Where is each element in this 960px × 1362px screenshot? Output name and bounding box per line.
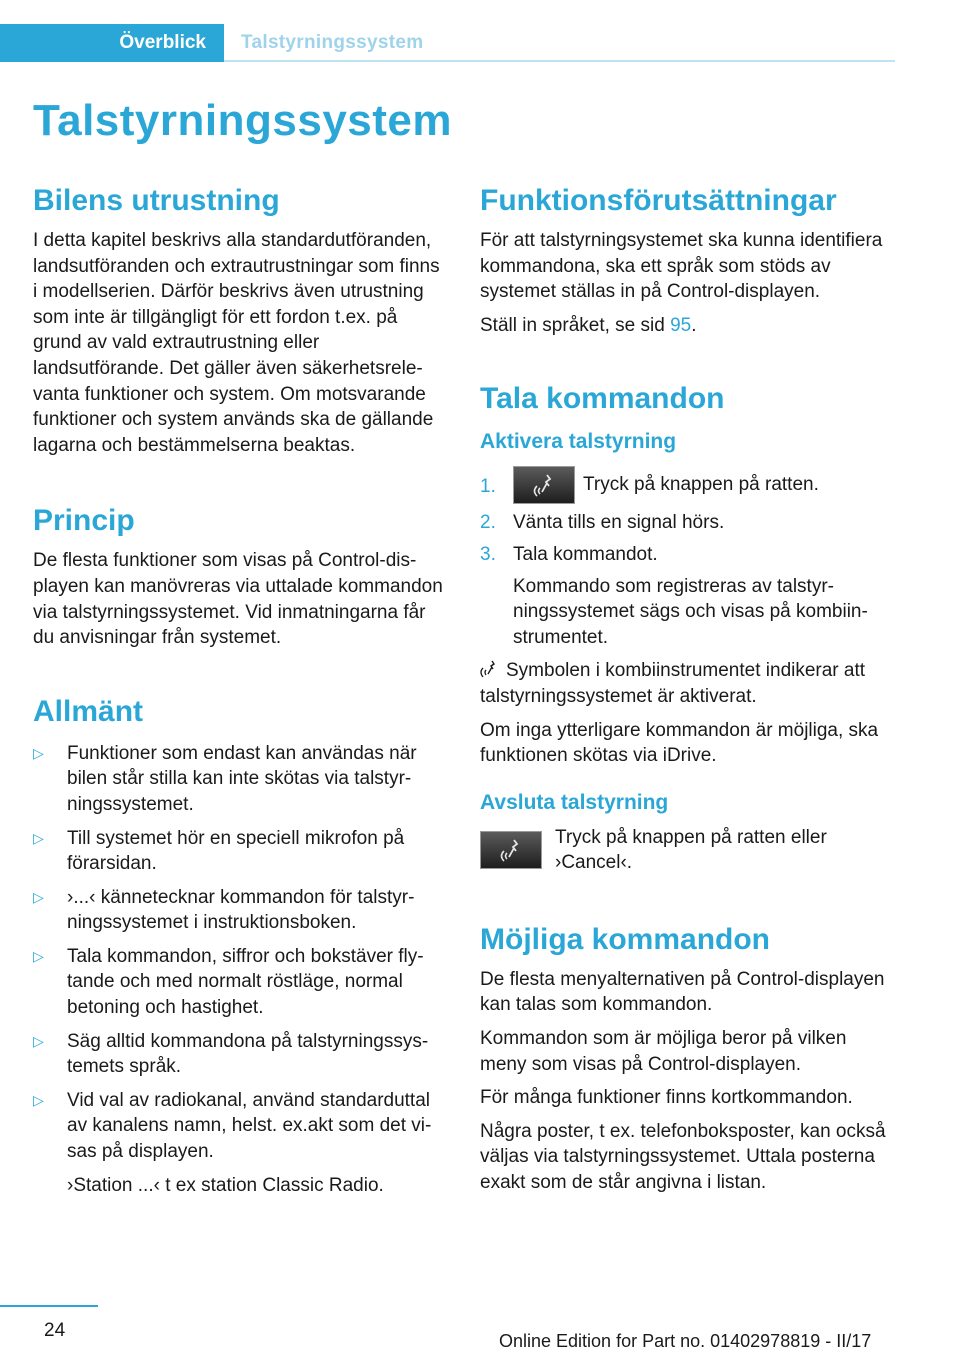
list-item <box>33 944 447 1021</box>
end-text: Tryck på knappen på ratten eller ›Cancel‹. <box>555 826 827 874</box>
heading-general: Allmänt <box>33 694 144 728</box>
language-ref-suffix: . <box>691 314 697 336</box>
list-item <box>480 510 898 536</box>
paragraph-language-ref <box>480 313 898 339</box>
heading-principle: Princip <box>33 504 135 538</box>
step-number: 1. <box>480 476 496 498</box>
page-link-95[interactable]: 95 <box>670 314 692 336</box>
page-number: 24 <box>44 1320 66 1341</box>
list-item <box>33 826 447 877</box>
paragraph-vehicle-equipment: I detta kapitel beskrivs alla standardutföranden, landsutföranden och extrautrustningar som finns i modellserien. Därför beskrivs även utrustning som inte är tillgängligt för ett fordon t.ex. på grund av vald extrautrustning eller landsutförande. Det gäller även säkerhetsrelevanta funktioner och system. Om motsvarande funktioner och system används ska de gällande lagarna och bestämmelserna beaktas. <box>33 230 440 456</box>
paragraph-commands-2: Kommandon som är möjliga beror på vilken meny som visas på Control-displayen. <box>480 1027 847 1075</box>
heading-vehicle-equipment: Bilens utrustning <box>33 184 280 217</box>
list-item <box>33 885 447 936</box>
list-item-text: Vid val av radiokanal, använd standarduttal av kanalens namn, helst. ex.akt som det visas på displayen. <box>67 1089 432 1163</box>
voice-symbol-icon <box>480 659 502 679</box>
right-column <box>480 184 898 1195</box>
tab-overview[interactable]: Överblick <box>0 24 224 62</box>
paragraph-idrive: Om inga ytterligare kommandon är möjliga, ska funktionen skötas via iDrive. <box>480 719 879 767</box>
list-item <box>33 1029 447 1080</box>
tab-voice-control[interactable]: Talstyrningssystem <box>241 32 424 53</box>
symbol-text: Symbolen i kombiinstrumentet indikerar att talstyrningssystemet är aktiverat. <box>480 660 866 707</box>
step-number: 3. <box>480 543 496 565</box>
language-ref-prefix: Ställ in språket, se sid <box>480 314 671 336</box>
heading-requirements: Funktionsförutsättningar <box>480 184 837 217</box>
list-item-text: Funktioner som endast kan användas när bilen står stilla kan inte skötas via talstyrningssystemet. <box>67 742 417 815</box>
list-item-text: Säg alltid kommandona på talstyrningssystemets språk. <box>67 1030 429 1078</box>
step-text: Tala kommandot. <box>513 543 658 565</box>
voice-button-icon <box>513 466 575 504</box>
list-item <box>33 1088 447 1198</box>
subheading-activate: Aktivera talstyrning <box>480 430 677 454</box>
voice-button-icon <box>480 831 542 869</box>
list-item <box>480 466 898 504</box>
page-title: Talstyrningssystem <box>33 96 453 145</box>
left-column <box>33 184 447 1198</box>
list-item <box>33 741 447 818</box>
triangle-bullet-icon: ▷ <box>33 744 44 761</box>
step-number: 2. <box>480 512 496 534</box>
triangle-bullet-icon: ▷ <box>33 947 44 964</box>
paragraph-commands-1: De flesta menyalternativen på Control-displayen kan talas som kommandon. <box>480 968 885 1016</box>
edition-note: Online Edition for Part no. 01402978819 - II/17 <box>499 1331 872 1351</box>
step-extra: Kommando som registreras av talstyrningssystemet sägs och visas på kombiinstrumentet. <box>513 575 868 648</box>
header-rule <box>224 60 895 62</box>
subheading-end: Avsluta talstyrning <box>480 790 669 814</box>
list-item <box>480 542 898 650</box>
header-tabbar <box>0 24 895 62</box>
footer-rule <box>0 1305 98 1307</box>
end-row <box>480 825 898 877</box>
paragraph-symbol <box>480 658 898 709</box>
list-item-text: ›...‹ kännetecknar kommandon för talstyrningssystemet i instruktionsboken. <box>67 886 415 934</box>
triangle-bullet-icon: ▷ <box>33 1091 44 1108</box>
paragraph-commands-3: För många funktioner finns kortkommandon. <box>480 1087 853 1109</box>
triangle-bullet-icon: ▷ <box>33 888 44 905</box>
paragraph-principle: De flesta funktioner som visas på Control-displayen kan manövreras via uttalade kommandon via talstyrningssystemet. Vid inmatningarna får du anvisningar från systemet. <box>33 550 443 649</box>
list-item-extra: ›Station ...‹ t ex station Classic Radio. <box>67 1174 384 1196</box>
paragraph-requirements: För att talstyrningsystemet ska kunna identifiera kommandona, ska ett språk som stöds av systemet ställas in på Control-displayen. <box>480 230 883 303</box>
list-item-text: Tala kommandon, siffror och bokstäver flytande och med normalt röstläge, normal betoning och hastighet. <box>67 945 424 1019</box>
list-item-text: Till systemet hör en speciell mikrofon på förarsidan. <box>67 827 405 875</box>
heading-possible-commands: Möjliga kommandon <box>480 922 771 956</box>
step-text: Vänta tills en signal hörs. <box>513 512 725 534</box>
triangle-bullet-icon: ▷ <box>33 1032 44 1049</box>
triangle-bullet-icon: ▷ <box>33 829 44 846</box>
heading-speak-commands: Tala kommandon <box>480 382 725 416</box>
step-text: Tryck på knappen på ratten. <box>583 474 819 496</box>
paragraph-commands-4: Några poster, t ex. telefonboksposter, kan också väljas via talstyrningssystemet. Uttala posterna exakt som de står angivna i listan. <box>480 1120 886 1193</box>
